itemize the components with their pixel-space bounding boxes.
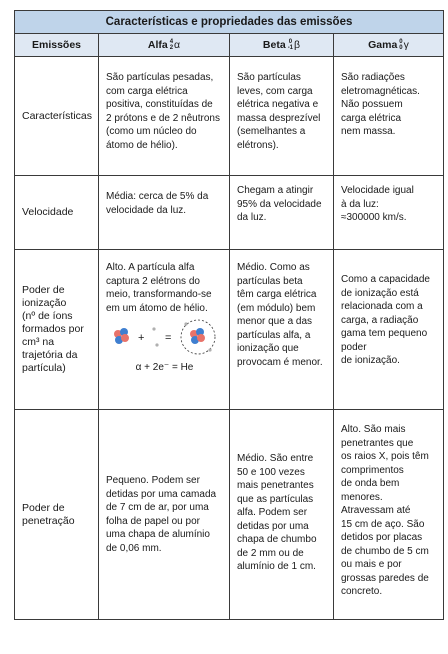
- cell-velocidade-gama: [334, 176, 444, 250]
- alpha-capture-formula: α + 2e⁻ = He: [135, 362, 194, 373]
- text-line: carga elétrica: [341, 112, 402, 124]
- row-ionizacao: [15, 250, 444, 410]
- header-beta-mass: 0: [288, 39, 293, 46]
- text-line: de ionização está: [341, 287, 419, 299]
- text-line: velocidade da luz.: [106, 204, 187, 216]
- text-line: massa desprezível: [237, 112, 321, 124]
- text-line: Pequeno. Podem ser: [106, 475, 200, 486]
- text-line: elétrica negativa e: [237, 99, 319, 110]
- text-line: concreto.: [341, 586, 383, 597]
- text-line: Poder de: [22, 501, 65, 514]
- text-line: Não possuem: [341, 99, 403, 110]
- text-line: da luz.: [237, 212, 267, 223]
- text-line: de 7 cm de ar, por uma: [106, 502, 209, 513]
- text-line: à da luz:: [341, 198, 379, 210]
- header-gama-symbol: γ: [403, 38, 409, 51]
- cell-penetracao-beta: [230, 410, 334, 620]
- header-alfa: [99, 34, 230, 57]
- header-alfa-name: Alfa: [147, 38, 168, 51]
- alpha-capture-diagram: [106, 317, 224, 359]
- text-line: 50 e 100 vezes: [237, 466, 305, 478]
- header-alfa-mass: 4: [169, 39, 174, 46]
- text-line: Alto. São mais: [341, 424, 406, 435]
- header-beta-indices: [288, 39, 293, 51]
- cell-ionizacao-alfa: [99, 250, 230, 410]
- text-line: ≈300000 km/s.: [341, 212, 407, 223]
- table-title-row: [15, 11, 444, 34]
- row-velocidade: [15, 176, 444, 250]
- text-line: Média: cerca de 5% da: [106, 191, 209, 202]
- text-line: partículas alfa, a: [237, 329, 311, 341]
- text-line: Poder de: [22, 284, 65, 296]
- text-line: detidas por uma: [237, 520, 309, 532]
- text-line: Atravessam até: [341, 505, 411, 516]
- cell-velocidade-beta: [230, 176, 334, 250]
- text-line: positiva, constituídas de: [106, 99, 213, 110]
- text-line: 15 cm de aço. São: [341, 518, 425, 530]
- text-line: ou mais e por: [341, 559, 402, 570]
- text-line: captura 2 elétrons do: [106, 275, 200, 287]
- text-line: partícula): [22, 362, 66, 374]
- cell-caracteristicas-alfa: [99, 57, 230, 176]
- text-line: os raios X, pois têm: [341, 451, 429, 462]
- text-line: comprimentos: [341, 464, 404, 476]
- text-line: Velocidade igual: [341, 185, 414, 196]
- row-label-penetracao: [15, 410, 99, 620]
- text-line: Médio. São entre: [237, 453, 314, 464]
- text-line: São radiações: [341, 72, 405, 83]
- text-line: carga, a radiação: [341, 314, 419, 326]
- text-line: meio, transformando-se: [106, 289, 212, 300]
- header-beta: [230, 34, 334, 57]
- row-label-caracteristicas: Características: [15, 57, 99, 176]
- text-line: Alto. A partícula alfa: [106, 262, 195, 273]
- text-line: poder: [341, 341, 367, 353]
- cell-penetracao-gama: [334, 410, 444, 620]
- text-line: detidos por placas: [341, 532, 423, 543]
- header-beta-name: Beta: [262, 38, 286, 51]
- text-line: elétrons).: [237, 139, 279, 151]
- header-alfa-indices: [170, 39, 173, 51]
- text-line: São partículas pesadas,: [106, 72, 214, 83]
- cell-ionizacao-beta: [230, 250, 334, 410]
- text-line: ionização: [22, 297, 67, 309]
- text-line: (semelhantes a: [237, 126, 306, 137]
- text-line: São partículas: [237, 72, 301, 83]
- equals-sign: =: [165, 332, 172, 344]
- text-line: (em módulo) bem: [237, 302, 316, 314]
- text-line: mais penetrantes: [237, 480, 314, 491]
- row-label-ionizacao: [15, 250, 99, 410]
- text-line: penetração: [22, 514, 75, 527]
- text-line: de 0,06 mm.: [106, 542, 162, 554]
- helium-atom-icon: [181, 320, 215, 354]
- text-line: em um átomo de hélio.: [106, 302, 208, 314]
- header-row: [15, 34, 444, 57]
- text-line: grossas paredes de: [341, 572, 429, 584]
- header-gama-charge: 0: [399, 45, 403, 52]
- text-line: Médio. Como as: [237, 262, 310, 273]
- header-gama-mass: 0: [399, 39, 403, 46]
- text-line: formados por: [22, 323, 84, 335]
- alpha-particle-icon: [114, 328, 129, 344]
- text-line: nem massa.: [341, 126, 396, 137]
- row-label-velocidade: Velocidade: [15, 176, 99, 250]
- plus-sign: +: [138, 332, 145, 344]
- text-line: chapa de chumbo: [237, 534, 317, 545]
- cell-velocidade-alfa: [99, 176, 230, 250]
- table-title: Características e propriedades das emissões: [15, 11, 444, 34]
- header-gama: [334, 34, 444, 57]
- text-line: (nº de íons: [22, 310, 73, 322]
- text-line: 2 prótons e de 2 nêutrons: [106, 112, 220, 124]
- text-line: átomo de hélio).: [106, 139, 178, 151]
- header-beta-charge: -1: [287, 45, 294, 52]
- text-line: de 2 mm ou de: [237, 547, 304, 559]
- text-line: que as partículas: [237, 493, 314, 505]
- cell-caracteristicas-beta: [230, 57, 334, 176]
- header-beta-symbol: β: [294, 38, 301, 51]
- cell-penetracao-alfa: [99, 410, 230, 620]
- text-line: alumínio de 1 cm.: [237, 561, 316, 572]
- text-line: menores.: [341, 491, 383, 503]
- text-line: folha de papel ou por: [106, 515, 200, 527]
- text-line: de onda bem: [341, 478, 400, 489]
- text-line: menor que a das: [237, 316, 313, 327]
- header-alfa-symbol: α: [174, 38, 181, 51]
- header-gama-indices: [399, 39, 402, 51]
- text-line: com carga elétrica: [106, 85, 188, 97]
- text-line: leves, com carga: [237, 85, 313, 97]
- text-line: ionização que: [237, 343, 299, 354]
- electrons-icon: [152, 327, 158, 346]
- text-line: trajetória da: [22, 349, 78, 361]
- header-emissoes: Emissões: [15, 34, 99, 57]
- text-line: detidas por uma camada: [106, 488, 217, 500]
- text-line: Como a capacidade: [341, 274, 430, 285]
- text-line: relacionada com a: [341, 301, 423, 312]
- text-line: de chumbo de 5 cm: [341, 545, 429, 557]
- text-line: têm carga elétrica: [237, 289, 317, 300]
- text-line: eletromagnéticas.: [341, 85, 420, 97]
- text-line: alfa. Podem ser: [237, 507, 308, 518]
- text-line: provocam é menor.: [237, 356, 323, 368]
- row-caracteristicas: [15, 57, 444, 176]
- text-line: partículas beta: [237, 275, 303, 287]
- text-line: penetrantes que: [341, 437, 414, 449]
- cell-caracteristicas-gama: [334, 57, 444, 176]
- text-line: (como um núcleo do: [106, 126, 197, 137]
- text-line: cm³ na: [22, 336, 55, 348]
- header-alfa-charge: 2: [169, 45, 174, 52]
- row-penetracao: [15, 410, 444, 620]
- text-line: de ionização.: [341, 355, 400, 366]
- text-line: 95% da velocidade: [237, 198, 322, 210]
- text-line: uma chapa de alumínio: [106, 529, 210, 540]
- emissions-table: [14, 10, 444, 620]
- text-line: gama tem pequeno: [341, 328, 428, 339]
- cell-ionizacao-gama: [334, 250, 444, 410]
- text-line: Chegam a atingir: [237, 185, 314, 196]
- header-gama-name: Gama: [368, 38, 398, 51]
